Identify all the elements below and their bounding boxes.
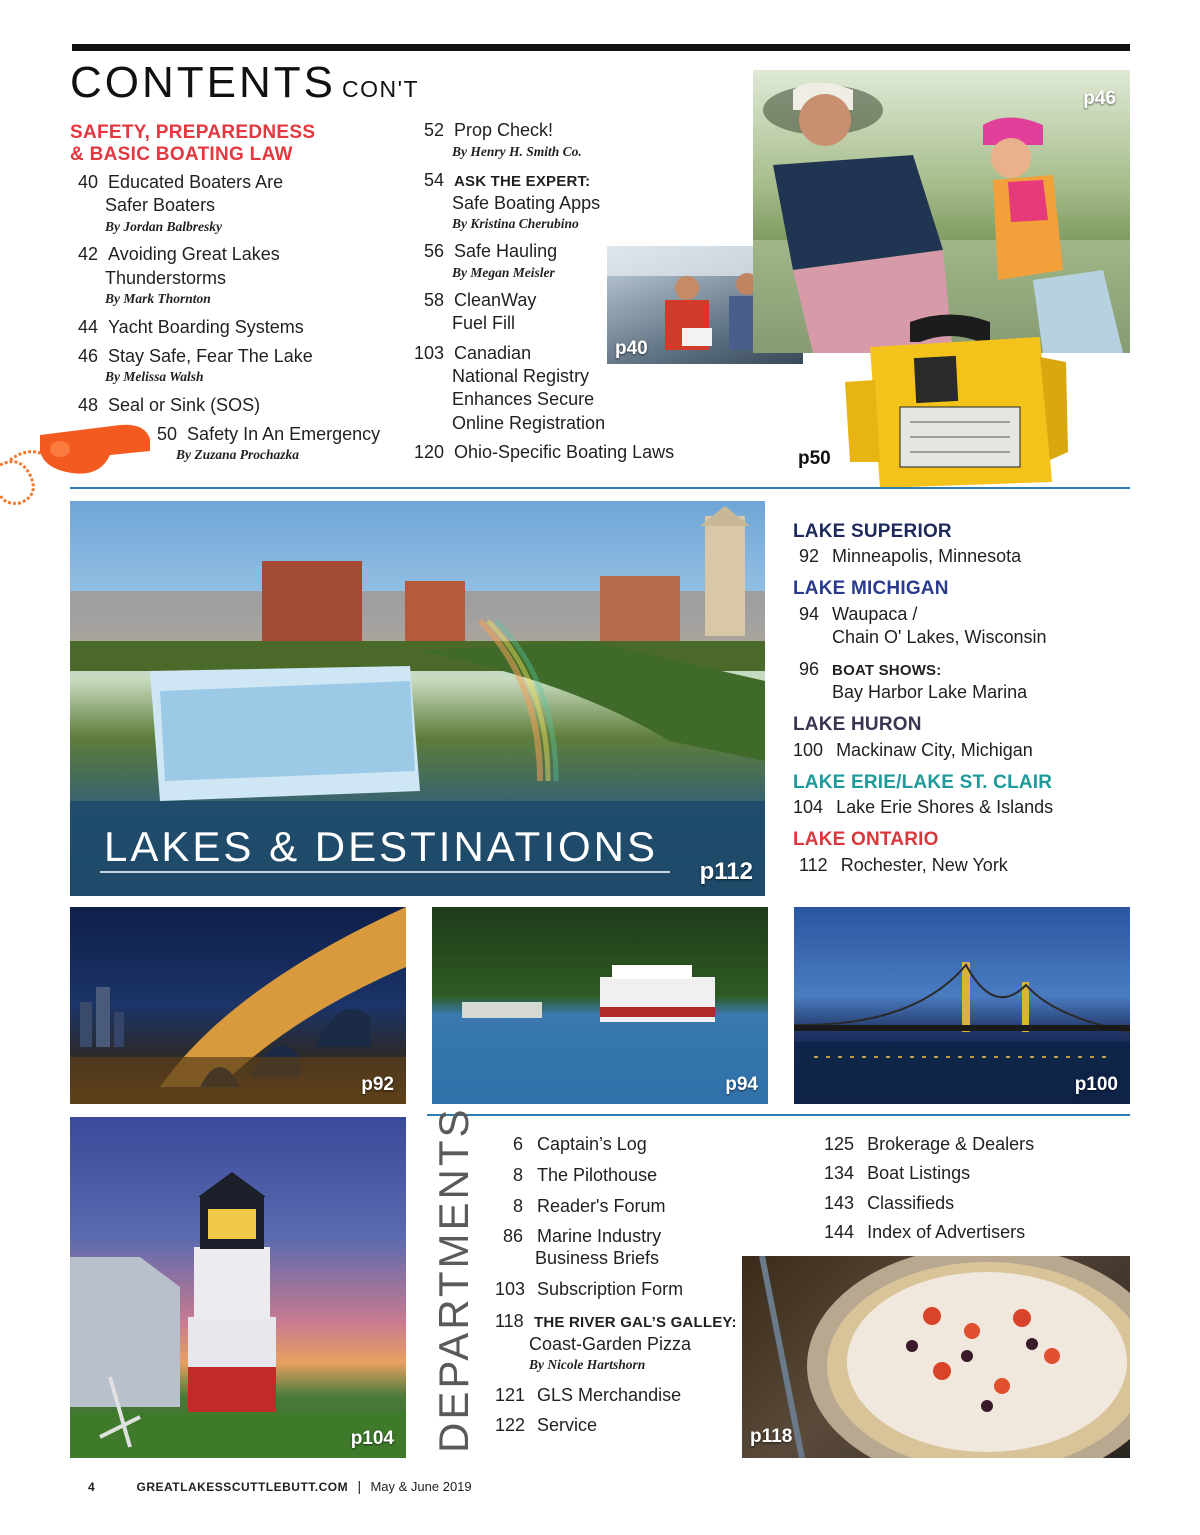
toc-entry[interactable]: 54 ASK THE EXPERT: [423, 170, 591, 190]
photo-page-label: p112 [699, 858, 753, 885]
section-heading-safety: SAFETY, PREPAREDNESS & BASIC BOATING LAW [70, 122, 316, 165]
photo-page-label: p92 [361, 1074, 394, 1095]
toc-entry-line2: Bay Harbor Lake Marina [832, 682, 1028, 702]
toc-entry[interactable]: 103 Subscription Form [495, 1279, 684, 1299]
lakes-destinations-banner: LAKES & DESTINATIONS [104, 823, 659, 870]
toc-entry[interactable]: 44 Yacht Boarding Systems [77, 317, 304, 337]
lake-heading-michigan: LAKE MICHIGAN [793, 578, 949, 599]
toc-entry[interactable]: 112 Rochester, New York [799, 855, 1008, 875]
toc-entry[interactable]: 52 Prop Check! [423, 120, 554, 140]
byline: By Kristina Cherubino [452, 216, 579, 231]
toc-entry[interactable]: 120 Ohio-Specific Boating Laws [414, 442, 675, 462]
byline: By Jordan Balbresky [105, 219, 223, 234]
lake-heading-erie: LAKE ERIE/LAKE ST. CLAIR [793, 772, 1053, 793]
photo-page-label: p46 [1083, 88, 1116, 109]
toc-entry-line3: Enhances Secure [452, 389, 595, 409]
toc-entry[interactable]: 94 Waupaca / [799, 604, 918, 624]
byline: By Zuzana Prochazka [176, 447, 300, 462]
footer-issue: May & June 2019 [370, 1479, 472, 1494]
toc-entry[interactable]: 96 BOAT SHOWS: [799, 659, 942, 679]
photo-rochester-falls [70, 501, 765, 896]
toc-entry-line2: Coast-Garden Pizza [529, 1334, 692, 1354]
toc-entry[interactable]: 121 GLS Merchandise [495, 1385, 682, 1405]
photo-pizza [742, 1256, 1130, 1458]
title-suffix: CON'T [342, 76, 420, 102]
toc-entry[interactable]: 58 CleanWay [423, 290, 537, 310]
page-title [70, 58, 419, 108]
photo-stone-arch-bridge [70, 907, 406, 1104]
toc-entry-line2: Fuel Fill [452, 313, 516, 333]
photo-page-label: p118 [750, 1426, 793, 1447]
byline: By Henry H. Smith Co. [452, 144, 582, 159]
section-divider [427, 1114, 1130, 1116]
toc-entry[interactable]: 100 Mackinaw City, Michigan [793, 740, 1033, 760]
photo-life-jacket-fitting [753, 70, 1130, 353]
toc-entry[interactable]: 42 Avoiding Great Lakes [77, 244, 280, 264]
toc-entry[interactable]: 6 Captain’s Log [512, 1134, 647, 1154]
footer: 4 GREATLAKESSCUTTLEBUTT.COM | May & June 2019 [88, 1478, 472, 1494]
toc-entry-line2: National Registry [452, 366, 590, 386]
byline: By Megan Meisler [452, 265, 555, 280]
toc-entry[interactable]: 46 Stay Safe, Fear The Lake [77, 346, 313, 366]
page-number: 4 [88, 1480, 96, 1494]
photo-lighthouse [70, 1117, 406, 1458]
byline: By Mark Thornton [105, 291, 211, 306]
toc-entry[interactable]: 48 Seal or Sink (SOS) [77, 395, 261, 415]
photo-paddle-boat [432, 907, 768, 1104]
departments-label: DEPARTMENTS [430, 1106, 477, 1453]
toc-entry-line2: Business Briefs [535, 1248, 660, 1268]
photo-page-label: p104 [350, 1428, 394, 1449]
byline: By Nicole Hartshorn [529, 1357, 646, 1372]
toc-entry[interactable]: 86 Marine Industry [502, 1226, 662, 1246]
toc-entry[interactable]: 143 Classifieds [824, 1193, 955, 1213]
top-rule [72, 44, 1130, 51]
toc-entry-line2: Chain O' Lakes, Wisconsin [832, 627, 1047, 647]
toc-entry-line2: Thunderstorms [105, 268, 227, 288]
toc-entry[interactable]: 104 Lake Erie Shores & Islands [793, 797, 1054, 817]
whistle-icon [0, 415, 160, 505]
lake-heading-superior: LAKE SUPERIOR [793, 521, 952, 542]
lake-heading-ontario: LAKE ONTARIO [793, 829, 939, 850]
photo-page-label: p100 [1074, 1074, 1118, 1095]
toc-entry[interactable]: 56 Safe Hauling [423, 241, 558, 261]
toc-entry-line2: Safer Boaters [105, 195, 216, 215]
byline: By Melissa Walsh [105, 369, 204, 384]
toc-entry[interactable]: 122 Service [495, 1415, 598, 1435]
toc-entry[interactable]: 118 THE RIVER GAL’S GALLEY: [495, 1311, 737, 1331]
safety-bag-image [840, 312, 1075, 490]
toc-entry[interactable]: 125 Brokerage & Dealers [824, 1134, 1035, 1154]
title-main: CONTENTS [70, 58, 336, 107]
photo-mackinac-bridge [794, 907, 1130, 1104]
toc-entry-line4: Online Registration [452, 413, 606, 433]
toc-entry[interactable]: 8 Reader's Forum [512, 1196, 666, 1216]
toc-entry-line2: Safe Boating Apps [452, 193, 601, 213]
section-divider [70, 487, 1130, 489]
lake-heading-huron: LAKE HURON [793, 714, 922, 735]
toc-entry[interactable]: 92 Minneapolis, Minnesota [799, 546, 1022, 566]
toc-entry[interactable]: 50 Safety In An Emergency [157, 424, 381, 444]
photo-page-label: p40 [615, 338, 648, 359]
toc-entry[interactable]: 8 The Pilothouse [512, 1165, 658, 1185]
photo-page-label: p50 [798, 448, 831, 469]
toc-entry[interactable]: 40 Educated Boaters Are [77, 172, 284, 192]
toc-entry[interactable]: 134 Boat Listings [824, 1163, 971, 1183]
footer-site-link[interactable]: GREATLAKESSCUTTLEBUTT.COM [136, 1480, 349, 1494]
toc-entry[interactable]: 144 Index of Advertisers [824, 1222, 1026, 1242]
photo-page-label: p94 [725, 1074, 758, 1095]
toc-entry[interactable]: 103 Canadian [414, 343, 532, 363]
